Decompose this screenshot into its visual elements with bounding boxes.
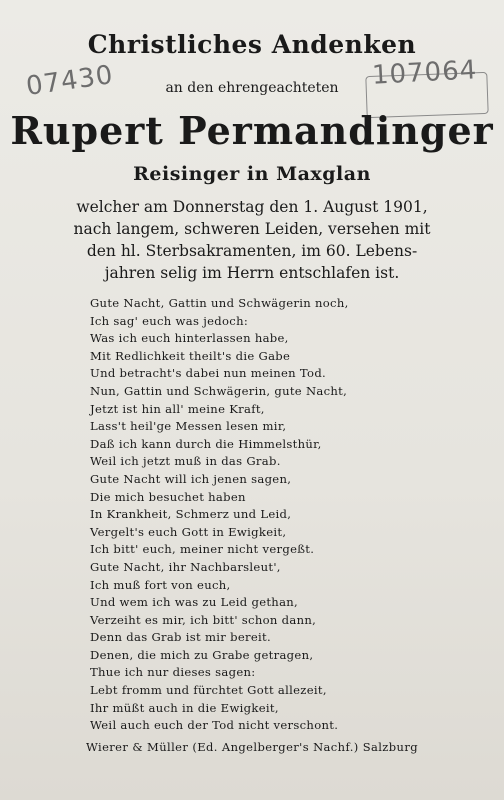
- poem-line: Gute Nacht, ihr Nachbarsleut',: [90, 559, 281, 574]
- poem-line: Ich sag' euch was jedoch:: [90, 313, 249, 328]
- poem-stanza: [90, 559, 470, 647]
- poem-line: Ich muß fort von euch,: [90, 577, 231, 592]
- poem-line: Denn das Grab ist mir bereit.: [90, 630, 271, 645]
- poem-line: Weil ich jetzt muß in das Grab.: [90, 454, 281, 469]
- notice-line: welcher am Donnerstag den 1. August 1901,: [76, 198, 428, 216]
- poem-line: Denen, die mich zu Grabe getragen,: [90, 647, 314, 662]
- card-title: Christliches Andenken: [87, 30, 417, 59]
- farewell-poem: [90, 295, 470, 735]
- poem-line: Gute Nacht, Gattin und Schwägerin noch,: [90, 296, 349, 310]
- pencil-archive-number: 07430: [24, 60, 116, 102]
- poem-line: Die mich besuchet haben: [90, 489, 246, 504]
- poem-line: Jetzt ist hin all' meine Kraft,: [90, 401, 265, 416]
- pencil-inventory-number: 107064: [371, 55, 478, 91]
- poem-line: Was ich euch hinterlassen habe,: [90, 331, 289, 346]
- poem-line: Daß ich kann durch die Himmelsthür,: [90, 436, 322, 451]
- poem-stanza: [90, 471, 470, 559]
- poem-line: Lebt fromm und fürchtet Gott allezeit,: [90, 683, 327, 698]
- poem-line: Vergelt's euch Gott in Ewigkeit,: [90, 524, 287, 539]
- notice-line: den hl. Sterbsakramenten, im 60. Lebens-: [86, 242, 418, 260]
- printer-imprint: Wierer & Müller (Ed. Angelberger's Nachf.) Salzburg: [85, 740, 418, 754]
- poem-line: Mit Redlichkeit theilt's die Gabe: [90, 348, 291, 363]
- poem-stanza: [90, 383, 470, 471]
- poem-line: Und wem ich was zu Leid gethan,: [90, 595, 299, 610]
- poem-line: Weil auch euch der Tod nicht verschont.: [90, 718, 339, 733]
- poem-line: Nun, Gattin und Schwägerin, gute Nacht,: [90, 383, 348, 398]
- death-notice: [0, 196, 504, 284]
- poem-line: Und betracht's dabei nun meinen Tod.: [90, 366, 327, 381]
- poem-stanza: [90, 647, 470, 735]
- deceased-occupation: Reisinger in Maxglan: [133, 163, 371, 185]
- poem-line: Thue ich nur dieses sagen:: [90, 665, 256, 680]
- poem-line: In Krankheit, Schmerz und Leid,: [90, 507, 292, 522]
- poem-line: Ich bitt' euch, meiner nicht vergeßt.: [90, 542, 315, 557]
- poem-line: Verzeiht es mir, ich bitt' schon dann,: [90, 612, 317, 627]
- notice-line: jahren selig im Herrn entschlafen ist.: [104, 264, 400, 282]
- card-subtitle: an den ehrengeachteten: [165, 80, 339, 96]
- deceased-name: Rupert Permandinger: [10, 108, 494, 153]
- notice-line: nach langem, schweren Leiden, versehen mit: [73, 220, 431, 238]
- poem-stanza: [90, 295, 470, 383]
- poem-line: Lass't heil'ge Messen lesen mir,: [90, 419, 287, 434]
- poem-line: Gute Nacht will ich jenen sagen,: [90, 471, 292, 486]
- poem-line: Ihr müßt auch in die Ewigkeit,: [90, 700, 279, 715]
